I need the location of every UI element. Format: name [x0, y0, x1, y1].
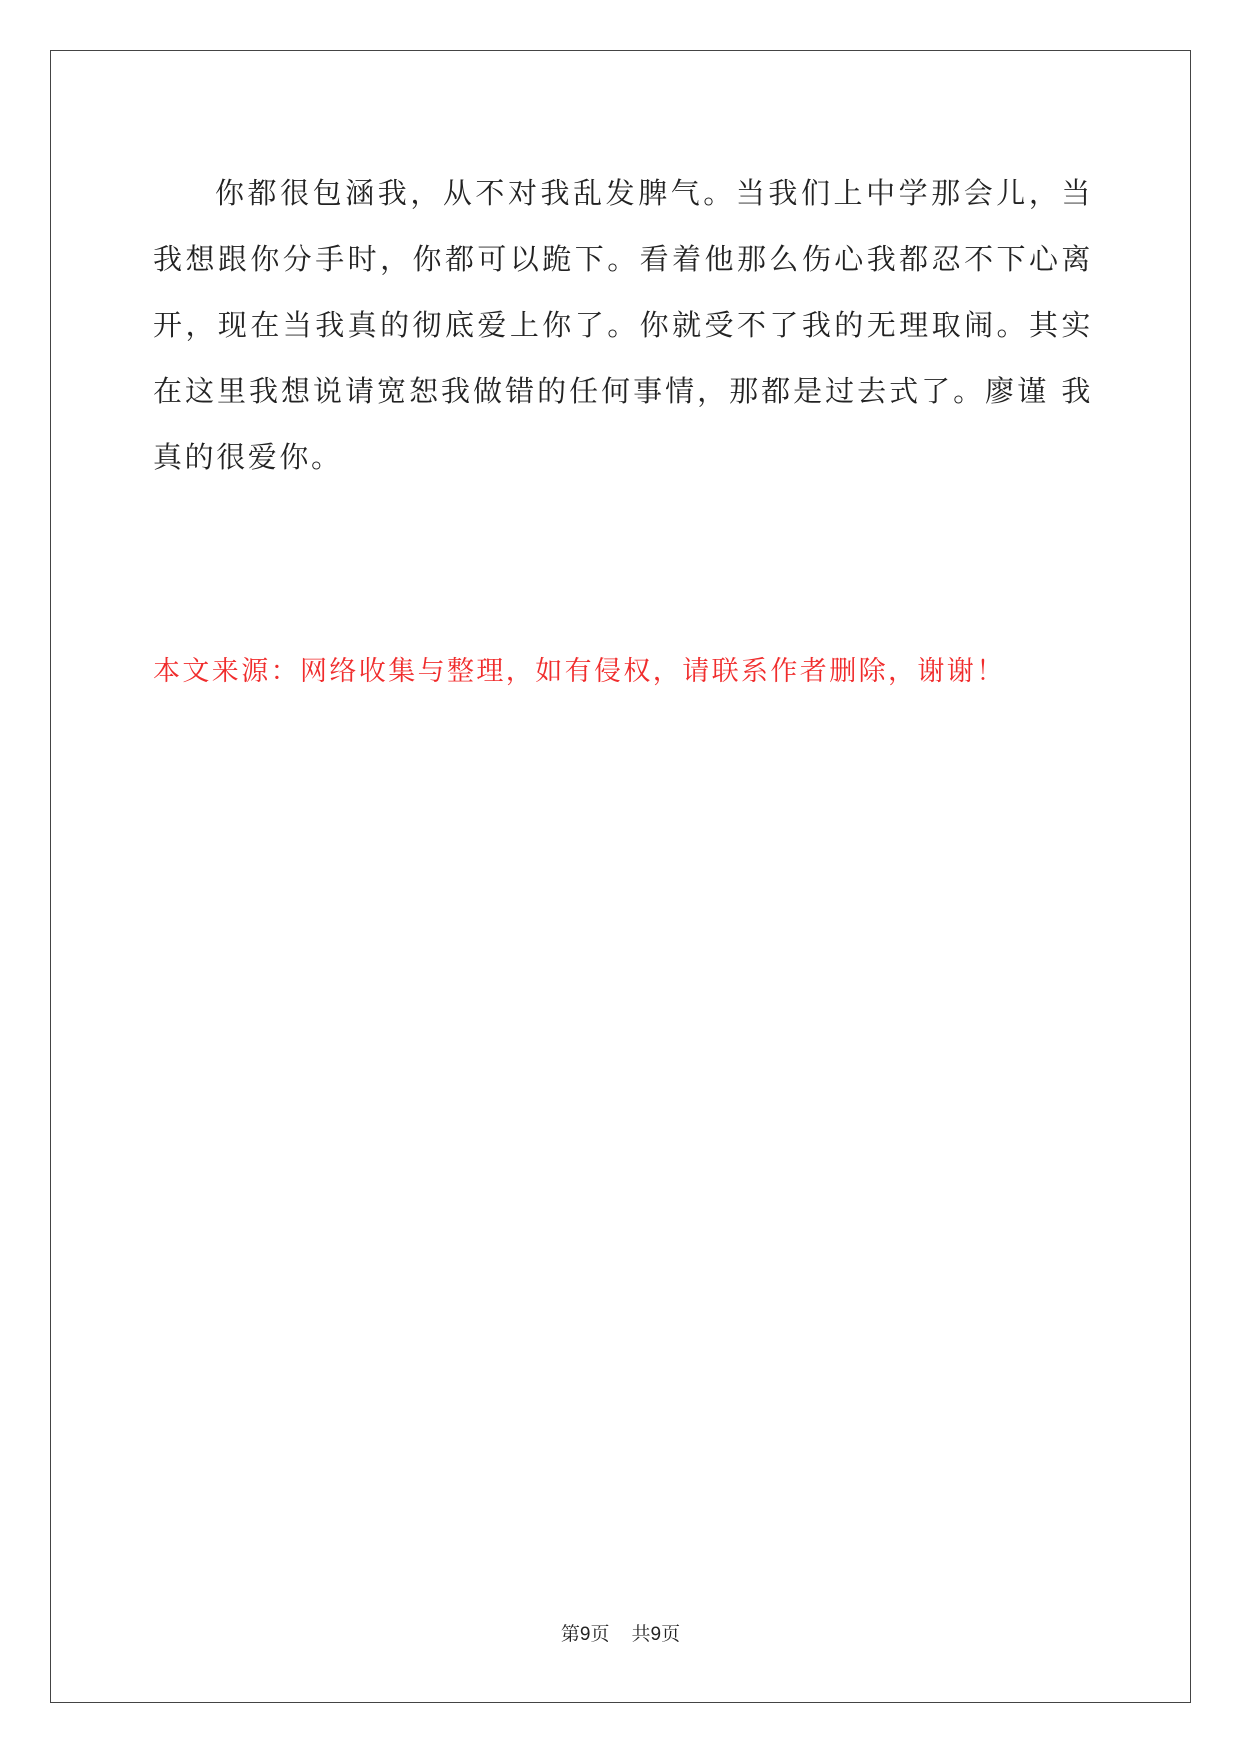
total-label-prefix: 共	[631, 1623, 651, 1645]
page-footer	[0, 1622, 1241, 1647]
current-page-number: 9	[579, 1624, 591, 1645]
page-label-suffix: 页	[590, 1623, 610, 1645]
source-note: 本文来源：网络收集与整理，如有侵权，请联系作者删除，谢谢！	[153, 656, 1006, 687]
page-label-prefix: 第	[560, 1623, 580, 1645]
total-page-count: 9	[650, 1624, 662, 1645]
body-paragraph: 你都很包涵我，从不对我乱发脾气。当我们上中学那会儿，当我想跟你分手时，你都可以跪下。看着他那么伤心我都忍不下心离开，现在当我真的彻底爱上你了。你就受不了我的无理取闹。其实在这里我想说请宽恕我做错的任何事情，那都是过去式了。廖谨 我真的很爱你。	[153, 176, 1093, 474]
total-label-suffix: 页	[661, 1623, 681, 1645]
